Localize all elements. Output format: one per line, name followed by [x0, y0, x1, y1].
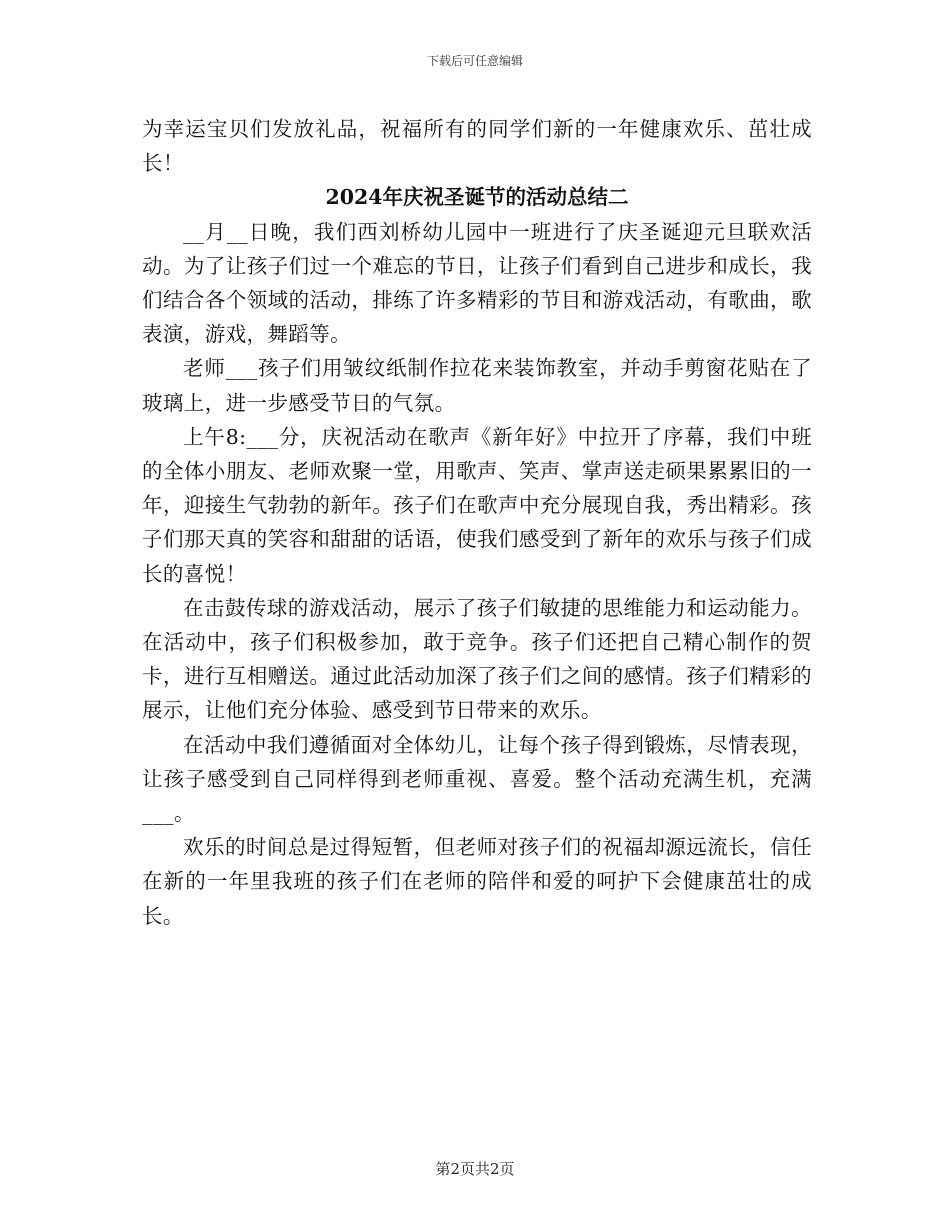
paragraph-4: 在击鼓传球的游戏活动，展示了孩子们敏捷的思维能力和运动能力。在活动中，孩子们积极参加，敢于竞争。孩子们还把自己精心制作的贺卡，进行互相赠送。通过此活动加深了孩子们之间的感情。孩子们精彩的展示，让他们充分体验、感受到节日带来的欢乐。 [142, 595, 812, 723]
intro-paragraph: 为幸运宝贝们发放礼品，祝福所有的同学们新的一年健康欢乐、茁壮成长！ [142, 117, 812, 176]
document-body [142, 112, 812, 933]
page-header-note: 下载后可任意编辑 [426, 54, 523, 68]
paragraph-1: __月__日晚，我们西刘桥幼儿园中一班进行了庆圣诞迎元旦联欢活动。为了让孩子们过一个难忘的节日，让孩子们看到自己进步和成长，我们结合各个领域的活动，排练了许多精彩的节目和游戏活动，有歌曲，歌表演，游戏，舞蹈等。 [142, 219, 812, 347]
paragraph-6: 欢乐的时间总是过得短暂，但老师对孩子们的祝福却源远流长，信任在新的一年里我班的孩子们在老师的陪伴和爱的呵护下会健康茁壮的成长。 [142, 835, 812, 928]
page-number: 第2页共2页 [435, 1160, 515, 1178]
paragraph-2: 老师___孩子们用皱纹纸制作拉花来装饰教室，并动手剪窗花贴在了玻璃上，进一步感受节日的气氛。 [142, 356, 812, 415]
paragraph-5: 在活动中我们遵循面对全体幼儿，让每个孩子得到锻炼，尽情表现，让孩子感受到自己同样得到老师重视、喜爱。整个活动充满生机，充满___。 [142, 732, 812, 826]
section-title: 2024年庆祝圣诞节的活动总结二 [325, 185, 629, 210]
paragraph-3: 上午8:___分，庆祝活动在歌声《新年好》中拉开了序幕，我们中班的全体小朋友、老师欢聚一堂，用歌声、笑声、掌声送走硕果累累旧的一年，迎接生气勃勃的新年。孩子们在歌声中充分展现自我，秀出精彩。孩子们那天真的笑容和甜甜的话语，使我们感受到了新年的欢乐与孩子们成长的喜悦！ [142, 424, 812, 586]
